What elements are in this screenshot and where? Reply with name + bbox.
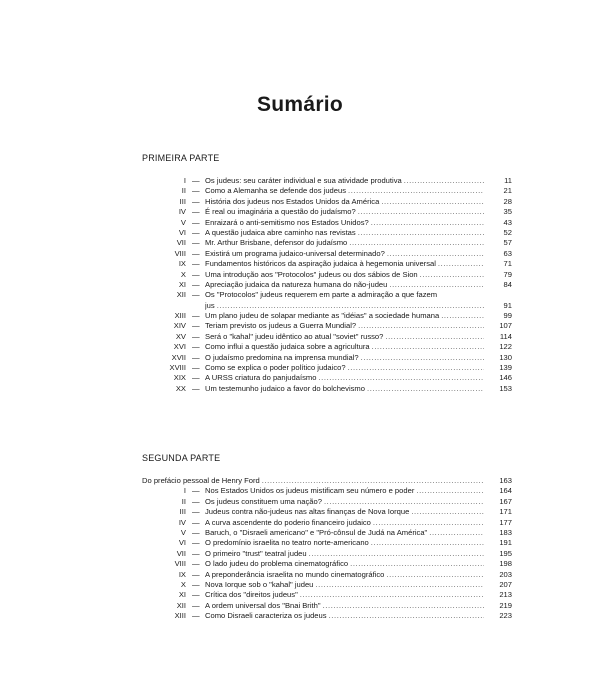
page-number: 171 — [499, 507, 512, 517]
entry-text-cell — [205, 342, 484, 352]
entry-text-cell — [205, 238, 484, 248]
dot-leader — [429, 528, 484, 538]
chapter-title: Baruch, o "Disraeli americano" e "Pró-cônsul de Judá na América" — [205, 527, 428, 537]
toc-entry — [0, 270, 600, 280]
chapter-number: IV — [178, 517, 186, 527]
chapter-title: Os judeus constituem uma nação? — [205, 496, 322, 506]
chapter-title: Enraizará o anti-semitismo nos Estados Unidos? — [205, 217, 369, 227]
page-number: 223 — [499, 611, 512, 621]
entry-dash: — — [192, 611, 200, 621]
chapter-title: Nos Estados Unidos os judeus mistificam seu número e poder — [205, 486, 415, 496]
page-number: 213 — [499, 590, 512, 600]
entry-text-cell — [205, 301, 484, 311]
entry-text-cell — [205, 332, 484, 342]
chapter-number: XIV — [173, 321, 186, 331]
dot-leader — [372, 342, 484, 352]
entry-dash: — — [192, 311, 200, 321]
entry-text-cell — [205, 373, 484, 383]
dot-leader — [438, 259, 484, 269]
chapter-number: V — [180, 217, 186, 227]
entry-dash: — — [192, 496, 200, 506]
chapter-number: I — [183, 486, 186, 496]
chapter-title: jus — [205, 300, 215, 310]
entry-text-cell — [205, 228, 484, 238]
page-number: 163 — [499, 476, 512, 485]
entry-text-cell — [205, 207, 484, 217]
entry-dash: — — [192, 352, 200, 362]
chapter-number: X — [180, 579, 186, 589]
entry-text-cell — [205, 176, 484, 186]
entry-text-cell — [205, 186, 484, 196]
toc-entry — [0, 290, 600, 300]
toc-entry — [0, 528, 600, 538]
dot-leader — [361, 353, 484, 363]
toc-entry — [0, 207, 600, 217]
chapter-number: II — [181, 186, 186, 196]
dot-leader — [404, 176, 484, 186]
toc-entry — [0, 384, 600, 394]
toc-entry — [0, 538, 600, 548]
chapter-number: VIII — [174, 559, 186, 569]
page-number: 203 — [499, 569, 512, 579]
chapter-title: Os judeus: seu caráter individual e sua atividade produtiva — [205, 176, 402, 185]
page-number: 79 — [503, 269, 512, 279]
toc-entry — [0, 601, 600, 611]
dot-leader — [217, 301, 484, 311]
entry-text-cell — [205, 549, 484, 559]
toc-entry — [0, 321, 600, 331]
entry-text-cell — [205, 507, 484, 517]
chapter-title: Apreciação judaica da natureza humana do não-judeu — [205, 279, 388, 289]
chapter-title: É real ou imaginária a questão do judaísmo? — [205, 207, 356, 217]
chapter-number: VIII — [174, 248, 186, 258]
entry-dash: — — [192, 207, 200, 217]
dot-leader — [323, 601, 484, 611]
chapter-number: X — [180, 269, 186, 279]
dot-leader — [358, 207, 484, 217]
toc-entry — [0, 476, 600, 486]
chapter-number: XV — [175, 331, 186, 341]
chapter-title: Como influi a questão judaica sobre a agricultura — [205, 342, 370, 352]
toc-entry — [0, 580, 600, 590]
toc-entry — [0, 228, 600, 238]
entry-dash: — — [192, 238, 200, 248]
page-number: 28 — [503, 196, 512, 206]
chapter-number: II — [181, 496, 186, 506]
page-number: 207 — [499, 579, 512, 589]
entry-text-cell — [205, 611, 484, 621]
toc-entry — [0, 549, 600, 559]
toc-entry — [0, 311, 600, 321]
toc-entry — [0, 238, 600, 248]
entry-text-cell — [205, 518, 484, 528]
toc-entry — [0, 486, 600, 496]
dot-leader — [349, 238, 484, 248]
page-number: 71 — [503, 259, 512, 269]
dot-leader — [309, 549, 484, 559]
entry-dash: — — [192, 269, 200, 279]
chapter-title: Como a Alemanha se defende dos judeus — [205, 186, 347, 196]
chapter-title: Teriam previsto os judeus a Guerra Mundial? — [205, 321, 357, 331]
chapter-number: IV — [178, 207, 186, 217]
chapter-number: I — [183, 176, 186, 185]
dot-leader — [371, 218, 484, 228]
toc-entry — [0, 507, 600, 517]
dot-leader — [441, 311, 484, 321]
page-number: 52 — [503, 227, 512, 237]
chapter-number: III — [179, 196, 186, 206]
dot-leader — [387, 249, 484, 259]
entry-dash: — — [192, 331, 200, 341]
chapter-title: O predomínio israelita no teatro norte-americano — [205, 538, 369, 548]
entry-text-cell — [205, 311, 484, 321]
chapter-number: IX — [178, 259, 186, 269]
entry-dash: — — [192, 383, 200, 393]
entry-text-cell — [205, 353, 484, 363]
entry-text-cell — [205, 270, 484, 280]
entry-dash: — — [192, 486, 200, 496]
page-number: 167 — [499, 496, 512, 506]
page-number: 57 — [503, 238, 512, 248]
entry-dash: — — [192, 373, 200, 383]
toc-entry — [0, 590, 600, 600]
entry-text-cell — [205, 280, 484, 290]
part-two-heading: SEGUNDA PARTE — [142, 453, 221, 463]
dot-leader — [371, 538, 484, 548]
entry-dash: — — [192, 279, 200, 289]
toc-entry — [0, 570, 600, 580]
chapter-number: III — [179, 507, 186, 517]
toc-entry — [0, 301, 600, 311]
entry-dash: — — [192, 227, 200, 237]
chapter-title: A ordem universal dos "Bnai Brith" — [205, 600, 321, 610]
chapter-number: XVI — [173, 342, 186, 352]
chapter-number: V — [180, 527, 186, 537]
entry-dash: — — [192, 538, 200, 548]
entry-dash: — — [192, 559, 200, 569]
chapter-title: Crítica dos "direitos judeus" — [205, 590, 298, 600]
toc-entry — [0, 611, 600, 621]
chapter-title: A curva ascendente do poderio financeiro judaico — [205, 517, 371, 527]
entry-dash: — — [192, 176, 200, 185]
dot-leader — [348, 186, 484, 196]
entry-dash: — — [192, 259, 200, 269]
entry-dash: — — [192, 569, 200, 579]
dot-leader — [318, 373, 484, 383]
chapter-title: Como se explica o poder político judaico? — [205, 363, 346, 373]
toc-entry — [0, 280, 600, 290]
chapter-number: VI — [178, 227, 186, 237]
chapter-number: XIII — [174, 611, 186, 621]
page-number: 191 — [499, 538, 512, 548]
dot-leader — [358, 228, 484, 238]
entry-text-cell — [205, 486, 484, 496]
chapter-title: Como Disraeli caracteriza os judeus — [205, 611, 327, 621]
chapter-title: O lado judeu do problema cinematográfico — [205, 559, 349, 569]
toc-entry — [0, 186, 600, 196]
page-number: 122 — [499, 342, 512, 352]
page-number: 99 — [503, 311, 512, 321]
dot-leader — [348, 363, 484, 373]
entry-text-cell — [205, 570, 484, 580]
chapter-title: A URSS criatura do panjudaísmo — [205, 373, 317, 383]
entry-text-cell — [205, 363, 484, 373]
chapter-title: Um plano judeu de solapar mediante as "idéias" a sociedade humana — [205, 311, 440, 321]
page-number: 219 — [499, 600, 512, 610]
entry-dash: — — [192, 363, 200, 373]
page-number: 198 — [499, 559, 512, 569]
page-number: 146 — [499, 373, 512, 383]
dot-leader — [367, 384, 484, 394]
entry-dash: — — [192, 186, 200, 196]
toc-entry — [0, 353, 600, 363]
chapter-number: IX — [178, 569, 186, 579]
entry-text-cell — [205, 259, 484, 269]
page-number: 63 — [503, 248, 512, 258]
chapter-number: XX — [175, 383, 186, 393]
dot-leader — [350, 559, 484, 569]
entry-dash: — — [192, 290, 200, 300]
chapter-title: Mr. Arthur Brisbane, defensor do judaísmo — [205, 238, 348, 248]
toc-entry — [0, 342, 600, 352]
chapter-title: Existirá um programa judaico-universal determinado? — [205, 248, 385, 258]
chapter-number: XIX — [173, 373, 186, 383]
entry-text-cell — [205, 384, 484, 394]
toc-entry — [0, 218, 600, 228]
entry-text-cell — [205, 601, 484, 611]
chapter-title: A questão judaica abre caminho nas revistas — [205, 227, 356, 237]
entry-dash: — — [192, 248, 200, 258]
page-number: 107 — [499, 321, 512, 331]
entry-dash: — — [192, 196, 200, 206]
toc-entry — [0, 363, 600, 373]
page-number: 177 — [499, 517, 512, 527]
chapter-number: VI — [178, 538, 186, 548]
entry-dash: — — [192, 342, 200, 352]
page-number: 84 — [503, 279, 512, 289]
toc-entry — [0, 197, 600, 207]
toc-entry — [0, 332, 600, 342]
entry-dash: — — [192, 579, 200, 589]
chapter-number: XII — [176, 290, 186, 300]
page-number: 130 — [499, 352, 512, 362]
toc-entry — [0, 497, 600, 507]
dot-leader — [324, 497, 484, 507]
dot-leader — [420, 270, 484, 280]
entry-text-cell — [205, 580, 484, 590]
entry-text-cell — [205, 218, 484, 228]
toc-entry — [0, 249, 600, 259]
part-two-entries — [0, 476, 600, 621]
dot-leader — [329, 611, 484, 621]
page-number: 183 — [499, 527, 512, 537]
page-number: 164 — [499, 486, 512, 496]
entry-text-cell — [142, 476, 484, 486]
dot-leader — [381, 197, 484, 207]
entry-text-cell — [205, 538, 484, 548]
page-number: 21 — [503, 186, 512, 196]
entry-text-cell — [205, 590, 484, 600]
entry-text-cell — [205, 497, 484, 507]
chapter-title: Um testemunho judaico a favor do bolchevismo — [205, 383, 365, 393]
chapter-number: VII — [176, 548, 186, 558]
entry-text-cell — [205, 528, 484, 538]
entry-text-cell — [205, 197, 484, 207]
toc-entry — [0, 518, 600, 528]
toc-entry — [0, 176, 600, 186]
toc-entry — [0, 259, 600, 269]
dot-leader — [389, 280, 484, 290]
page-number: 195 — [499, 548, 512, 558]
dot-leader — [358, 321, 484, 331]
entry-text-cell — [205, 290, 484, 300]
entry-text-cell — [205, 559, 484, 569]
entry-text-cell — [205, 321, 484, 331]
page-number: 43 — [503, 217, 512, 227]
chapter-number: XI — [178, 590, 186, 600]
page-number: 153 — [499, 383, 512, 393]
part-one-entries — [0, 176, 600, 394]
chapter-title: Judeus contra não-judeus nas altas finanças de Nova Iorque — [205, 507, 410, 517]
page-number: 139 — [499, 363, 512, 373]
chapter-title: Será o "kahal" judeu idêntico ao atual "soviet" russo? — [205, 331, 384, 341]
entry-dash: — — [192, 217, 200, 227]
toc-entry — [0, 559, 600, 569]
page-number: 11 — [504, 176, 512, 185]
chapter-title: Fundamentos históricos da aspiração judaica à hegemonia universal — [205, 259, 436, 269]
dot-leader — [315, 580, 484, 590]
part-one-heading: PRIMEIRA PARTE — [142, 153, 220, 163]
chapter-title: Os "Protocolos" judeus requerem em parte a admiração a que fazem — [205, 290, 438, 300]
page-number: 114 — [499, 331, 512, 341]
entry-dash: — — [192, 590, 200, 600]
chapter-title: Nova Iorque sob o "kahal" judeu — [205, 579, 314, 589]
chapter-number: XVIII — [169, 363, 186, 373]
chapter-title: História dos judeus nos Estados Unidos da América — [205, 196, 380, 206]
entry-text-cell — [205, 249, 484, 259]
entry-dash: — — [192, 321, 200, 331]
chapter-title: Uma introdução aos "Protocolos" judeus ou dos sábios de Sion — [205, 269, 418, 279]
entry-dash: — — [192, 548, 200, 558]
chapter-title: A preponderância israelita no mundo cinematográfico — [205, 569, 385, 579]
chapter-number: XII — [176, 600, 186, 610]
page-number: 35 — [503, 207, 512, 217]
toc-entry — [0, 373, 600, 383]
chapter-number: XIII — [174, 311, 186, 321]
chapter-title: O judaísmo predomina na imprensa mundial? — [205, 352, 359, 362]
chapter-title: O primeiro "trust" teatral judeu — [205, 548, 307, 558]
chapter-number: XVII — [171, 352, 186, 362]
dot-leader — [262, 476, 484, 486]
dot-leader — [300, 590, 484, 600]
chapter-number: XI — [178, 279, 186, 289]
dot-leader — [385, 332, 484, 342]
entry-dash: — — [192, 600, 200, 610]
page-number: 91 — [503, 300, 512, 310]
page-title: Sumário — [256, 93, 344, 116]
chapter-number: VII — [176, 238, 186, 248]
chapter-title: Do prefácio pessoal de Henry Ford — [142, 476, 260, 485]
dot-leader — [373, 518, 484, 528]
entry-dash: — — [192, 527, 200, 537]
entry-dash: — — [192, 517, 200, 527]
entry-dash: — — [192, 507, 200, 517]
dot-leader — [416, 486, 484, 496]
dot-leader — [411, 507, 484, 517]
dot-leader — [386, 570, 484, 580]
